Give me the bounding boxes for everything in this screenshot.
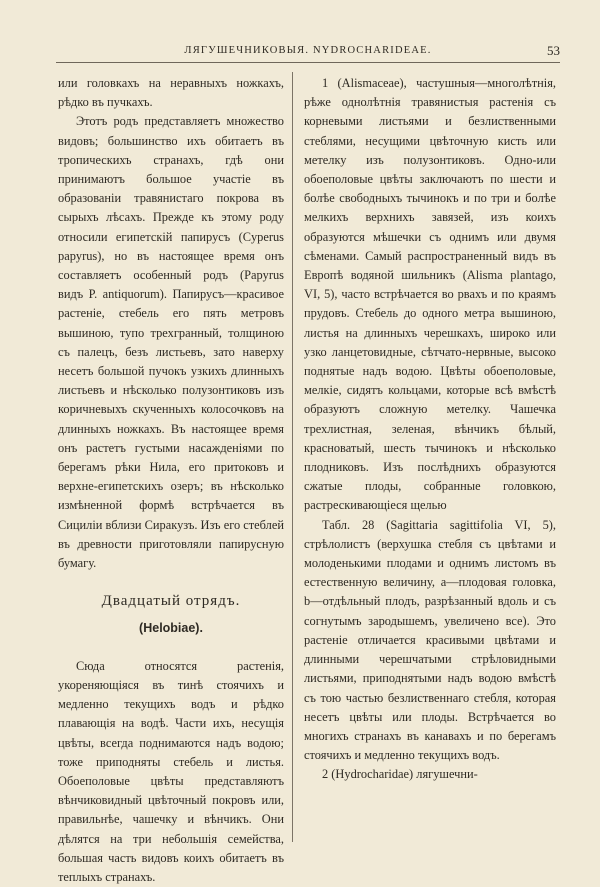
running-title: ЛЯГУШЕЧНИКОВЫЯ. NYDROCHARIDEAE. [184,45,432,56]
column-divider [292,72,293,842]
chapter-title: Двадцатый отрядъ. [101,593,241,610]
right-paragraph-2: Табл. 28 (Sagittaria sagittifolia VI, 5), стрѣлолистъ (верхушка стебля съ цвѣтами и молоденькими плодами и однимъ листомъ въ естественную величину, a—плодовая головка, b—отдѣльный плодъ, разрѣзанный вдоль и съ согнутымъ зародышемъ, увеличено все). Это растеніе отличается красивыми цвѣтами и длинными черешчатыми стрѣловидными листьями, приподнятыми надъ водою вмѣстѣ съ тою частью безлиственнаго стебля, которая несетъ цвѣты или плоды. Встрѣчается во многихъ странахъ въ канавахъ и по берегамъ стоячихъ и медленно текущихъ водъ. [304,517,556,763]
right-paragraph-3: 2 (Hydrocharidae) лягушечни- [322,767,478,782]
left-paragraph-3: Сюда относятся растенія, укореняющіяся въ тинѣ стоячихъ и медленно текущихъ водъ и рѣдко плавающія на водѣ. Части ихъ, несущія цвѣты, всегда поднимаются надъ водою; тоже приподняты стебель и листья. Обоеполовые цвѣты представляютъ вѣнчиковидный цвѣточный покровъ или, правильнѣе, чашечку и вѣнчикъ. Они дѣлятся на три небольшія семейства, большая часть видовъ коихъ обитаетъ въ теплыхъ странахъ. [58,658,284,884]
right-paragraph-1: 1 (Alismaceae), частушныя—многолѣтнія, рѣже однолѣтнія травянистыя растенія съ корневыми листьями и безлиственными стеблями, несущими цвѣточную кисть или метелку изъ полузонтиковъ. Одно-или обоеполовые цвѣты заключаютъ по шести и болѣе свободныхъ тычинокъ и по три и болѣе мелкихъ верхнихъ завязей, изъ коихъ образуются мѣшечки съ однимъ или двумя сѣменами. Самый распространенный видъ въ Европѣ водяной шильникъ (Alisma plantago, VI, 5), часто встрѣчается во рвахъ и по краямъ прудовъ. Стебель до одного метра вышиною, листья на длинныхъ черешкахъ, широко или узко ланцетовидные, сѣтчато-нервные, высоко поднятые надъ водою. Цвѣты обоеполовые, мелкіе, сидятъ кольцами, которые всѣ вмѣстѣ образуютъ сложную метелку. Чашечка трехлистная, зеленая, вѣнчикъ бѣлый, красноватый, шесть тычинокъ и нѣсколько плодниковъ. Изъ послѣднихъ образуются сжатые плоды, собранные головкою, растрескивающіеся щелью [304,76,556,513]
running-header [56,40,560,63]
right-column [304,74,556,785]
left-paragraph-1: или головкахъ на неравныхъ ножкахъ, рѣдко въ пучкахъ. [58,76,284,110]
page-number: 53 [547,43,560,58]
left-paragraph-2: Этотъ родъ представляетъ множество видовъ; большинство ихъ обитаетъ въ тропическихъ странахъ, гдѣ они принимаютъ большое участіе въ образованіи травянистаго покрова въ сырыхъ лѣсахъ. Прежде къ этому роду относили египетскій папирусъ (Cyperus papyrus), но въ настоящее время онъ составляетъ особенный родъ (Papyrus видъ P. antiquorum). Папирусъ—красивое растеніе, стебель его пять метровъ вышиною, тупо трехгранный, толщиною съ палецъ, безъ листьевъ, зато наверху несетъ большой пучокъ узкихъ длинныхъ листьевъ и нѣсколько полузонтиковъ изъ коричневыхъ скученныхъ колосочковъ на длинныхъ ножкахъ. Въ настоящее время онъ растетъ густыми насажденіями по берегамъ рѣки Нила, его притоковъ и верхне-египетскихъ озеръ; въ нѣсколько измѣненной формѣ встрѣчается въ Сициліи вблизи Сиракузъ. Изъ его стеблей въ древности приготовляли папирусную бумагу. [58,114,284,571]
left-column [58,74,284,887]
family-name: (Helobiae). [139,621,203,636]
